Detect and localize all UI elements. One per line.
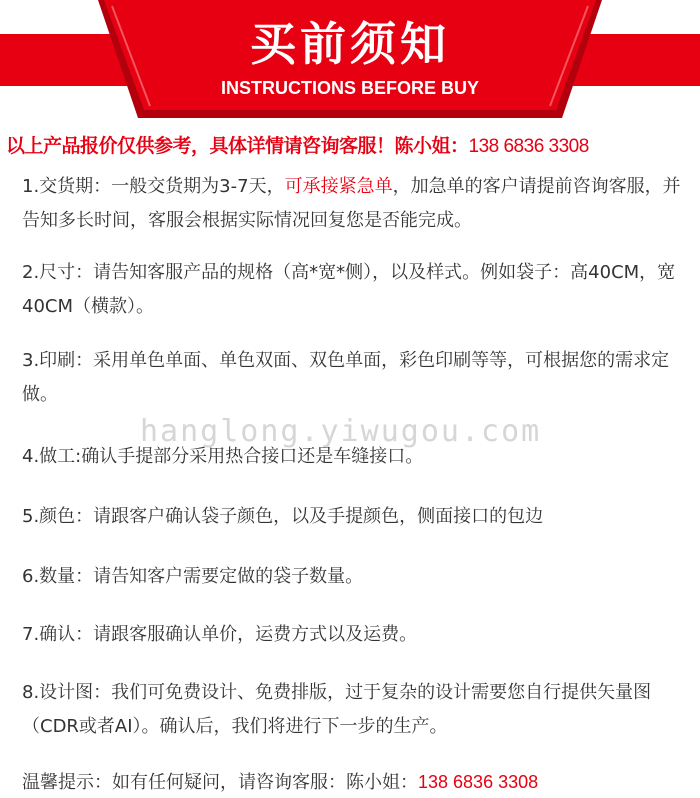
watermark: hanglong.yiwugou.com <box>140 414 542 449</box>
instruction-item-size: 2.尺寸：请告知客服产品的规格（高*宽*侧），以及样式。例如袋子：高40CM，宽40CM（横款）。 <box>22 262 676 317</box>
instruction-item-quantity: 6.数量：请告知客户需要定做的袋子数量。 <box>22 566 364 587</box>
item-text: 1.交货期：一般交货期为3-7天， <box>22 176 285 197</box>
instruction-item-design: 8.设计图：我们可免费设计、免费排版，过于复杂的设计需要您自行提供矢量图（CDR或者AI）。确认后，我们将进行下一步的生产。 <box>22 682 652 737</box>
urgent-order-highlight: 可承接紧急单 <box>284 176 393 197</box>
banner-subtitle: INSTRUCTIONS BEFORE BUY <box>220 78 479 98</box>
contact-tip <box>22 768 692 794</box>
header-banner <box>0 0 700 120</box>
contact-tip-text: 温馨提示：如有任何疑问，请咨询客服：陈小姐： <box>22 772 418 793</box>
instruction-item-workmanship: 4.做工:确认手提部分采用热合接口还是车缝接口。 <box>22 446 424 467</box>
instruction-item-printing: 3.印刷：采用单色单面、单色双面、双色单面，彩色印刷等等，可根据您的需求定做。 <box>22 350 670 405</box>
item-text: ，加急单的客户请提前咨询客服，并告知多长时间，客服会根据实际情况回复您是否能完成。 <box>22 176 681 231</box>
notice-phone: 138 6836 3308 <box>468 136 589 157</box>
banner-title: 买前须知 <box>250 17 450 71</box>
instruction-item-delivery <box>22 170 682 238</box>
instruction-item-confirm: 7.确认：请跟客服确认单价，运费方式以及运费。 <box>22 624 418 645</box>
contact-phone: 138 6836 3308 <box>418 772 539 792</box>
price-notice <box>6 131 700 158</box>
price-notice-text: 以上产品报价仅供参考，具体详情请咨询客服！陈小姐： <box>6 135 469 157</box>
instruction-item-color: 5.颜色：请跟客户确认袋子颜色，以及手提颜色，侧面接口的包边 <box>22 506 544 527</box>
